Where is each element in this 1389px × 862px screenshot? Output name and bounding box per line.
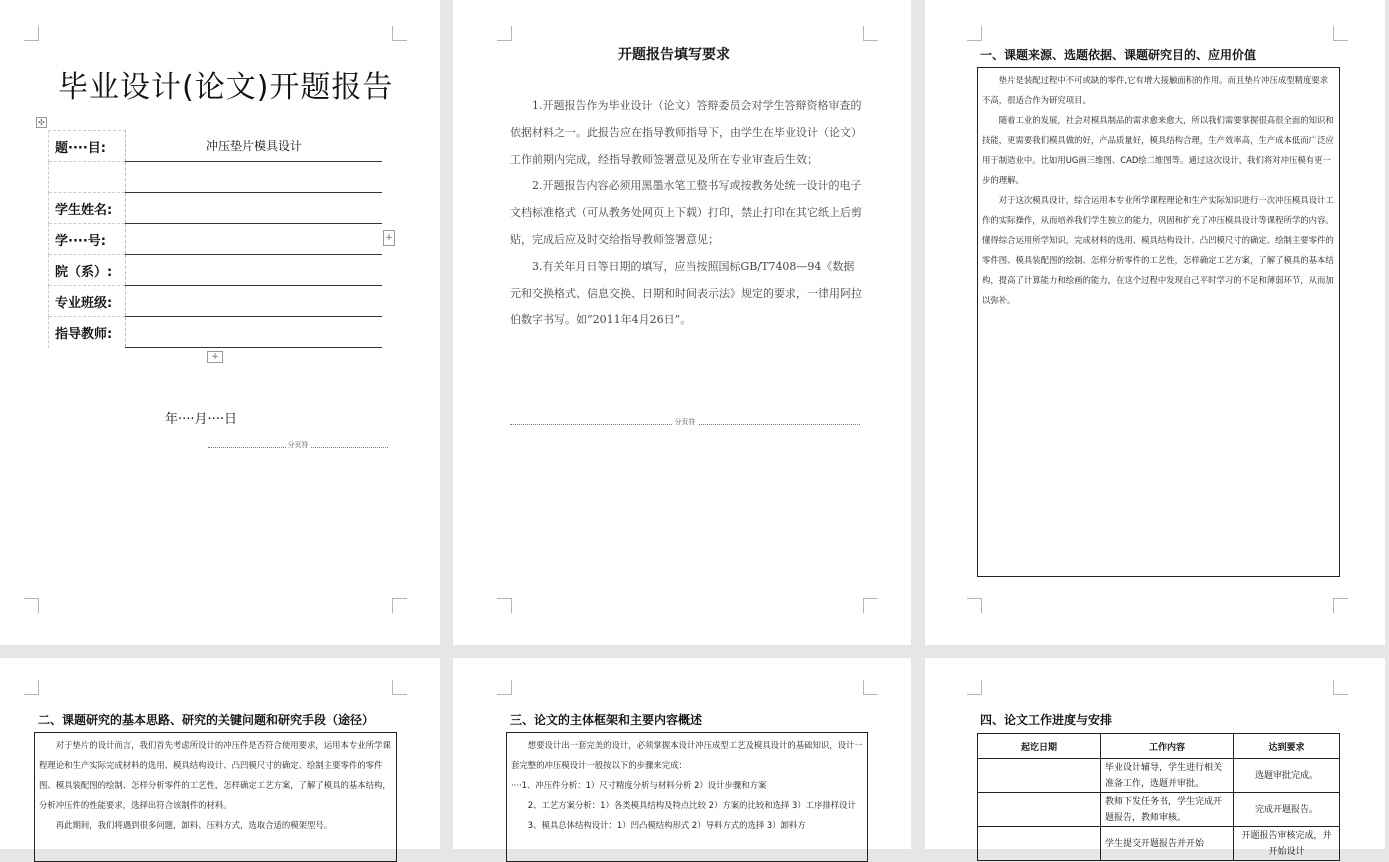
cover-title[interactable]: 毕业设计(论文)开题报告 (58, 70, 394, 105)
table-row (49, 162, 383, 193)
table-row (49, 224, 383, 255)
field-label: 题····目: (49, 131, 126, 162)
section-1-heading[interactable]: 一、课题来源、选题依据、课题研究目的、应用价值 (980, 48, 1257, 62)
margin-corner (1333, 680, 1348, 695)
field-label: 学····号: (49, 224, 126, 255)
section-3-box[interactable] (506, 732, 868, 862)
margin-corner (967, 26, 982, 41)
margin-corner (24, 680, 39, 695)
column-header[interactable]: 工作内容 (1101, 734, 1234, 759)
margin-corner (1333, 26, 1348, 41)
paragraph[interactable]: 垫片是装配过程中不可或缺的零件,它有增大接触面积的作用。而且垫片冲压成型精度要求不高，很适合作为研究项目。 (982, 75, 1329, 105)
section-1-box[interactable] (977, 67, 1340, 577)
add-row-icon[interactable]: + (207, 351, 223, 363)
column-header[interactable]: 起讫日期 (978, 734, 1101, 759)
margin-corner (497, 26, 512, 41)
table-row (978, 827, 1340, 861)
requirements-body[interactable] (510, 93, 862, 334)
margin-corner (967, 680, 982, 695)
margin-corner (392, 26, 407, 41)
margin-corner (497, 598, 512, 613)
margin-corner (24, 26, 39, 41)
table-move-handle-icon[interactable]: ✣ (36, 117, 47, 128)
add-column-icon[interactable]: + (383, 230, 395, 246)
section-4-heading[interactable]: 四、论文工作进度与安排 (980, 713, 1113, 727)
field-value-advisor[interactable] (126, 317, 383, 348)
requirement-item[interactable]: 3.有关年月日等日期的填写，应当按照国标GB/T7408—94《数据元和交换格式、信息交换、日期和时间表示法》规定的要求，一律用阿拉伯数字书写。如“2011年4月26日”。 (510, 259, 862, 327)
field-value-class[interactable] (126, 286, 383, 317)
cell-work[interactable]: 教师下发任务书，学生完成开题报告，教师审核。 (1101, 793, 1234, 827)
cell-date[interactable] (978, 827, 1101, 861)
margin-corner (967, 598, 982, 613)
margin-corner (392, 598, 407, 613)
paragraph[interactable]: 2、工艺方案分析：1）各类模具结构及特点比较 2）方案的比较和选择 3）工序排样设计 (527, 800, 856, 810)
paragraph[interactable]: ····1、冲压件分析：1）尺寸精度分析与材料分析 2）设计步骤和方案 (511, 780, 767, 790)
margin-corner (863, 26, 878, 41)
requirement-item[interactable]: 2.开题报告内容必须用黑墨水笔工整书写或按教务处统一设计的电子文档标准格式（可从教务处网页上下载）打印，禁止打印在其它纸上后剪贴，完成后应及时交给指导教师签署意见； (510, 179, 862, 246)
field-label: 学生姓名: (49, 193, 126, 224)
field-value-student-name[interactable] (126, 193, 383, 224)
cover-info-table (48, 130, 382, 348)
field-label: 指导教师: (49, 317, 126, 348)
field-value-student-id[interactable] (126, 224, 383, 255)
field-value[interactable] (126, 162, 383, 193)
requirements-title[interactable]: 开题报告填写要求 (618, 47, 730, 63)
cell-goal[interactable]: 开题报告审核完成，并开始设计 (1234, 827, 1340, 861)
cover-date[interactable]: 年····月····日 (165, 412, 238, 427)
table-row (978, 793, 1340, 827)
paragraph[interactable]: 3、模具总体结构设计：1）凹凸模结构形式 2）导料方式的选择 3）卸料方 (527, 820, 806, 830)
cell-date[interactable] (978, 759, 1101, 793)
margin-corner (1333, 598, 1348, 613)
margin-corner (392, 680, 407, 695)
paragraph[interactable]: 对于垫片的设计而言，我们首先考虑所设计的冲压件是否符合使用要求，运用本专业所学课程理论和生产实际完成材料的选用、模具结构设计、凸凹模尺寸的确定、绘制主要零件的零件图、模具装配图的绘制、怎样分析零件的工艺性，怎样确定工艺方案，了解了模具的基本结构，分析冲压件的性能要求，选择出符合该制件的材料。 (39, 740, 391, 810)
column-header[interactable]: 达到要求 (1234, 734, 1340, 759)
cell-goal[interactable]: 选题审批完成。 (1234, 759, 1340, 793)
cell-goal[interactable]: 完成开题报告。 (1234, 793, 1340, 827)
page-break: 分页符 (208, 447, 388, 458)
field-value-topic[interactable]: 冲压垫片模具设计 (126, 131, 383, 162)
requirement-item[interactable]: 1.开题报告作为毕业设计（论文）答辩委员会对学生答辩资格审查的依据材料之一。此报告应在指导教师指导下，由学生在毕业设计（论文）工作前期内完成，经指导教师签署意见及所在专业审查后生效； (510, 99, 862, 166)
table-row (978, 759, 1340, 793)
margin-corner (497, 680, 512, 695)
paragraph[interactable]: 想要设计出一套完美的设计，必须掌握本设计冲压成型工艺及模具设计的基础知识，设计一套完整的冲压模设计一般按以下的步骤来完成： (511, 740, 863, 770)
section-2-heading[interactable]: 二、课题研究的基本思路、研究的关键问题和研究手段（途径） (38, 713, 375, 727)
table-row (49, 286, 383, 317)
field-label: 专业班级: (49, 286, 126, 317)
cell-date[interactable] (978, 793, 1101, 827)
cell-work[interactable]: 毕业设计辅导，学生进行相关准备工作，选题并审批。 (1101, 759, 1234, 793)
table-header-row (978, 734, 1340, 759)
margin-corner (863, 598, 878, 613)
margin-corner (863, 680, 878, 695)
margin-corner (24, 598, 39, 613)
section-3-heading[interactable]: 三、论文的主体框架和主要内容概述 (510, 713, 703, 727)
field-label (49, 162, 126, 193)
paragraph[interactable]: 随着工业的发展，社会对模具制品的需求愈来愈大，所以我们需要掌握很高很全面的知识和技能，更需要我们模具做的好，产品质量好，模具结构合理，生产效率高，生产成本低而广泛应用于制造业中。比如用UG画三维图、CAD绘二维图等。通过这次设计，我们将对冲压模有更一步的理解。 (982, 115, 1334, 185)
field-label: 院（系）: (49, 255, 126, 286)
table-row (49, 193, 383, 224)
schedule-table (977, 733, 1340, 861)
paragraph[interactable]: 再此期间，我们将遇到很多问题，卸料、压料方式，选取合适的模架型号。 (55, 820, 333, 830)
paragraph[interactable]: 对于这次模具设计，综合运用本专业所学课程理论和生产实际知识进行一次冲压模具设计工作的实际操作，从而培养我们学生独立的能力，巩固和扩充了冲压模具设计等课程所学的内容。懂得综合运用所学知识，完成材料的选用、模具结构设计、凸凹模尺寸的确定、绘制主要零件的零件图、模具装配图的绘制、怎样分析零件的工艺性，怎样确定工艺方案，了解了模具的基本结构，提高了计算能力和绘画的能力，在这个过程中发现自己平时学习的不足和薄弱环节，从而加以弥补。 (982, 195, 1334, 305)
table-row (49, 255, 383, 286)
field-value-department[interactable] (126, 255, 383, 286)
table-row (49, 317, 383, 348)
cell-work[interactable]: 学生提交开题报告并开始 (1101, 827, 1234, 861)
section-2-box[interactable] (34, 732, 397, 862)
table-row (49, 131, 383, 162)
page-break: 分页符 (510, 424, 860, 435)
